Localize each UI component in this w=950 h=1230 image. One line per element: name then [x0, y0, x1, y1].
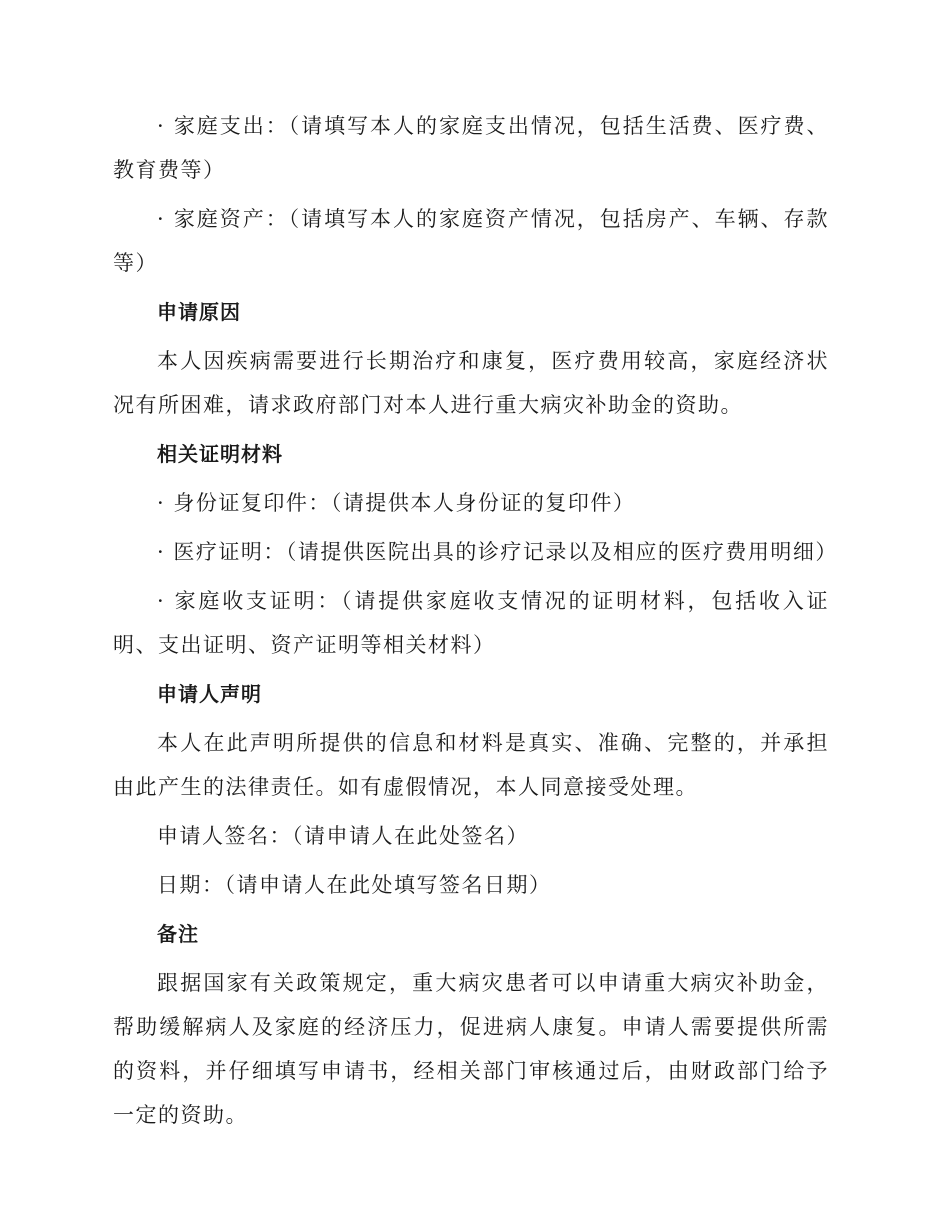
materials-heading: 相关证明材料 — [157, 442, 283, 466]
remarks-paragraph: 跟据国家有关政策规定，重大病灾患者可以申请重大病灾补助金，帮助缓解病人及家庭的经济压力，促进病人康复。申请人需要提供所需的资料，并仔细填写申请书，经相关部门审核通过后，由财政部门给予一定的资助。 — [113, 971, 829, 1127]
medical-proof-item: · 医疗证明：（请提供医院出具的诊疗记录以及相应的医疗费用明细） — [157, 540, 838, 564]
id-copy-item: · 身份证复印件：（请提供本人身份证的复印件） — [157, 491, 636, 515]
reason-paragraph: 本人因疾病需要进行长期治疗和康复，医疗费用较高，家庭经济状况有所困难，请求政府部门对本人进行重大病灾补助金的资助。 — [113, 349, 829, 417]
date-line: 日期：（请申请人在此处填写签名日期） — [157, 873, 552, 897]
declaration-heading: 申请人声明 — [157, 682, 262, 706]
assets-item: · 家庭资产：（请填写本人的家庭资产情况，包括房产、车辆、存款等） — [113, 207, 829, 275]
signature-line: 申请人签名：（请申请人在此处签名） — [157, 824, 529, 848]
expense-item: · 家庭支出：（请填写本人的家庭支出情况，包括生活费、医疗费、教育费等） — [113, 114, 829, 182]
document-page — [113, 104, 838, 1142]
declaration-paragraph: 本人在此声明所提供的信息和材料是真实、准确、完整的，并承担由此产生的法律责任。如有虚假情况，本人同意接受处理。 — [113, 731, 829, 799]
income-proof-item: · 家庭收支证明：（请提供家庭收支情况的证明材料，包括收入证明、支出证明、资产证明等相关材料） — [113, 589, 829, 657]
reason-heading: 申请原因 — [157, 300, 241, 324]
remarks-heading: 备注 — [157, 922, 199, 946]
